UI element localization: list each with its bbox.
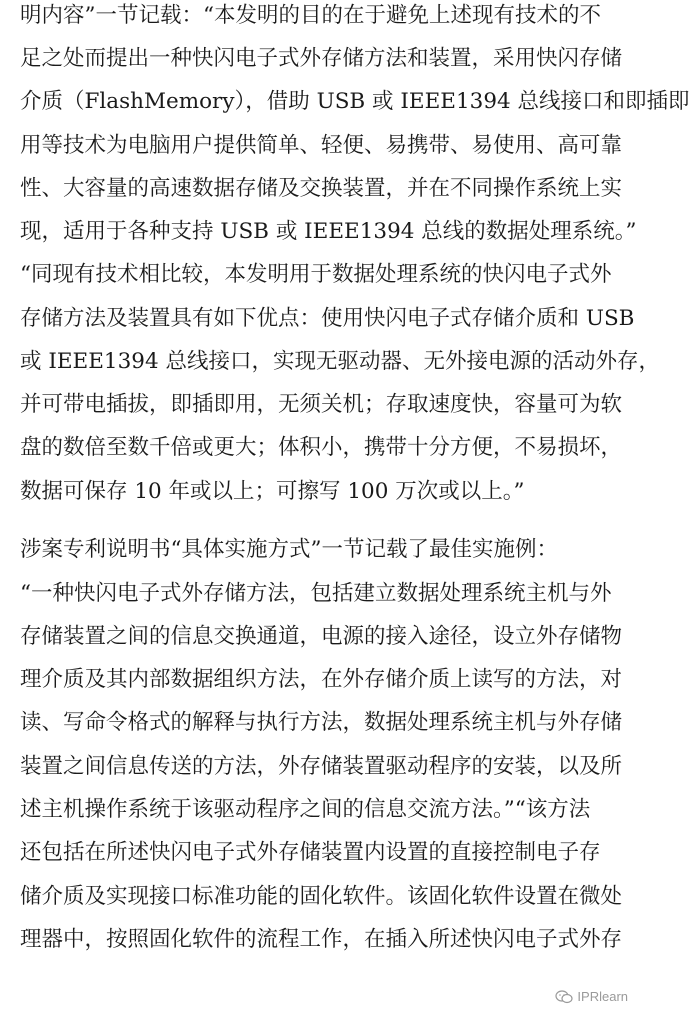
text-line: “一种快闪电子式外存储方法，包括建立数据处理系统主机与外 [20, 581, 612, 606]
wechat-icon [555, 990, 573, 1004]
text-line: 明内容”一节记载：“本发明的目的在于避免上述现有技术的不 [20, 3, 601, 28]
text-line: 涉案专利说明书“具体实施方式”一节记载了最佳实施例： [20, 537, 558, 562]
text-line: 存储方法及装置具有如下优点：使用快闪电子式存储介质和 USB [20, 306, 635, 331]
text-line: 存储装置之间的信息交换通道，电源的接入途径，设立外存储物 [20, 624, 623, 649]
watermark-text: IPRlearn [577, 989, 628, 1004]
text-line: 用等技术为电脑用户提供简单、轻便、易携带、易使用、高可靠 [20, 133, 623, 158]
text-line: 述主机操作系统于该驱动程序之间的信息交流方法。”“该方法 [20, 797, 591, 822]
text-line: 理器中，按照固化软件的流程工作，在插入所述快闪电子式外存 [20, 927, 623, 952]
text-line: 盘的数倍至数千倍或更大；体积小，携带十分方便，不易损坏， [20, 435, 623, 460]
text-line: 读、写命令格式的解释与执行方法，数据处理系统主机与外存储 [20, 710, 623, 735]
text-line: 还包括在所述快闪电子式外存储装置内设置的直接控制电子存 [20, 840, 601, 865]
text-line: 并可带电插拔，即插即用，无须关机；存取速度快，容量可为软 [20, 392, 623, 417]
watermark [555, 989, 628, 1004]
text-line: 储介质及实现接口标准功能的固化软件。该固化软件设置在微处 [20, 884, 623, 909]
text-line: 数据可保存 10 年或以上；可擦写 100 万次或以上。” [20, 479, 525, 504]
text-line: 装置之间信息传送的方法，外存储装置驱动程序的安装，以及所 [20, 754, 623, 779]
text-line: “同现有技术相比较，本发明用于数据处理系统的快闪电子式外 [20, 262, 612, 287]
text-line: 介质（FlashMemory），借助 USB 或 IEEE1394 总线接口和即插即 [20, 89, 690, 114]
text-line: 理介质及其内部数据组织方法，在外存储介质上读写的方法，对 [20, 667, 623, 692]
text-line: 性、大容量的高速数据存储及交换装置，并在不同操作系统上实 [20, 176, 623, 201]
text-line: 现，适用于各种支持 USB 或 IEEE1394 总线的数据处理系统。” [20, 219, 637, 244]
text-line: 或 IEEE1394 总线接口，实现无驱动器、无外接电源的活动外存， [20, 349, 660, 374]
text-line: 足之处而提出一种快闪电子式外存储方法和装置，采用快闪存储 [20, 46, 623, 71]
